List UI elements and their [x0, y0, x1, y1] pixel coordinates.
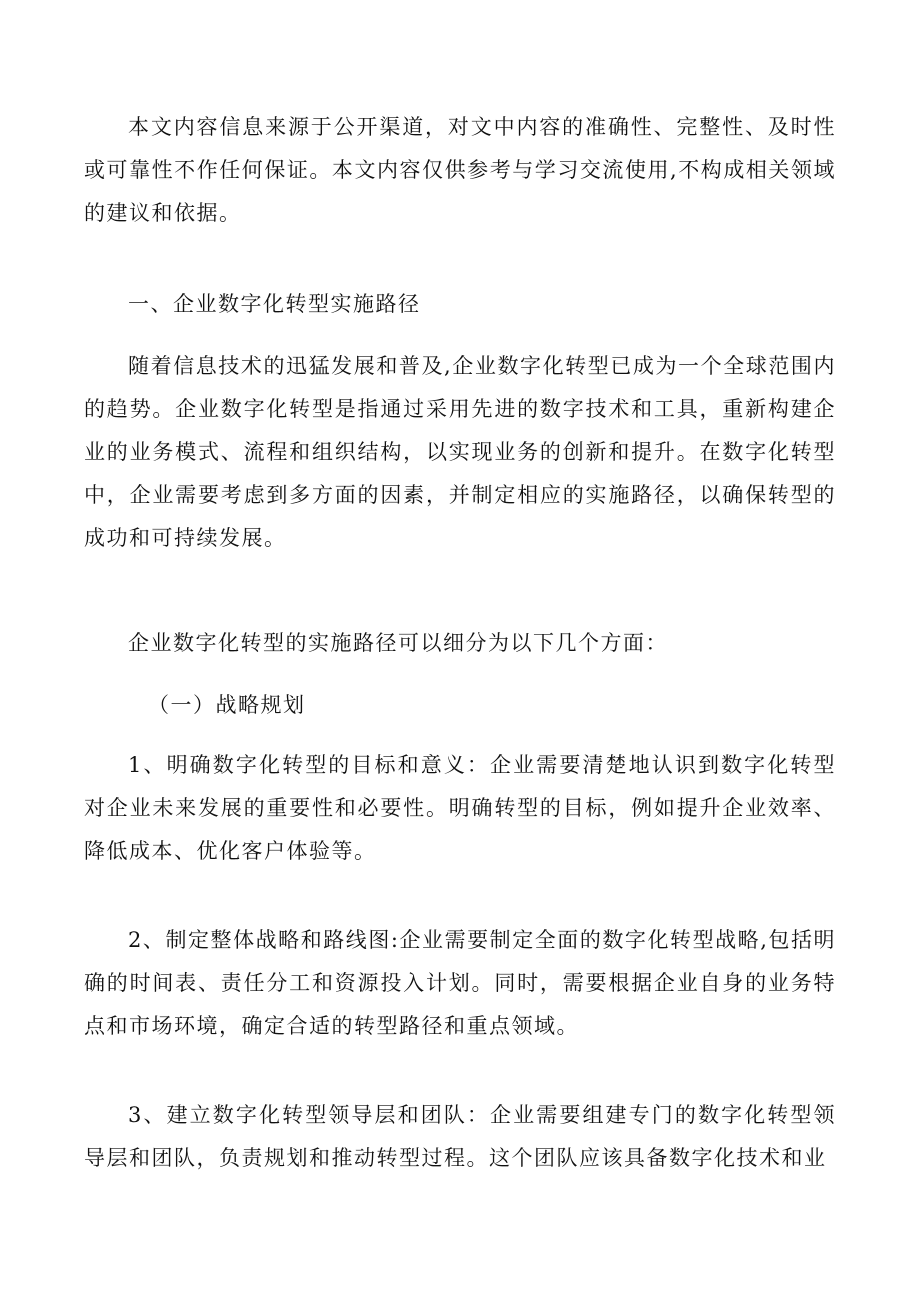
list-item-2: 2、制定整体战略和路线图:企业需要制定全面的数字化转型战略,包括明确的时间表、责任分工和资源投入计划。同时，需要根据企业自身的业务特点和市场环境，确定合适的转型路径和重点领域。: [84, 928, 836, 1038]
lead-paragraph: 企业数字化转型的实施路径可以细分为以下几个方面：: [128, 631, 668, 655]
list-item-1: 1、明确数字化转型的目标和意义：企业需要清楚地认识到数字化转型对企业未来发展的重要性和必要性。明确转型的目标，例如提升企业效率、降低成本、优化客户体验等。: [84, 753, 836, 863]
subsection-heading: （一）战略规划: [148, 693, 306, 717]
section-heading: 一、企业数字化转型实施路径: [128, 292, 421, 316]
intro-paragraph: 随着信息技术的迅猛发展和普及,企业数字化转型已成为一个全球范围内的趋势。企业数字化转型是指通过采用先进的数字技术和工具，重新构建企业的业务模式、流程和组织结构，以实现业务的创新和提升。在数字化转型中，企业需要考虑到多方面的因素，并制定相应的实施路径，以确保转型的成功和可持续发展。: [84, 354, 836, 550]
list-item-3: 3、建立数字化转型领导层和团队：企业需要组建专门的数字化转型领导层和团队，负责规划和推动转型过程。这个团队应该具备数字化技术和业: [84, 1103, 836, 1170]
disclaimer-paragraph: 本文内容信息来源于公开渠道，对文中内容的准确性、完整性、及时性或可靠性不作任何保证。本文内容仅供参考与学习交流使用,不构成相关领域的建议和依据。: [84, 115, 836, 225]
